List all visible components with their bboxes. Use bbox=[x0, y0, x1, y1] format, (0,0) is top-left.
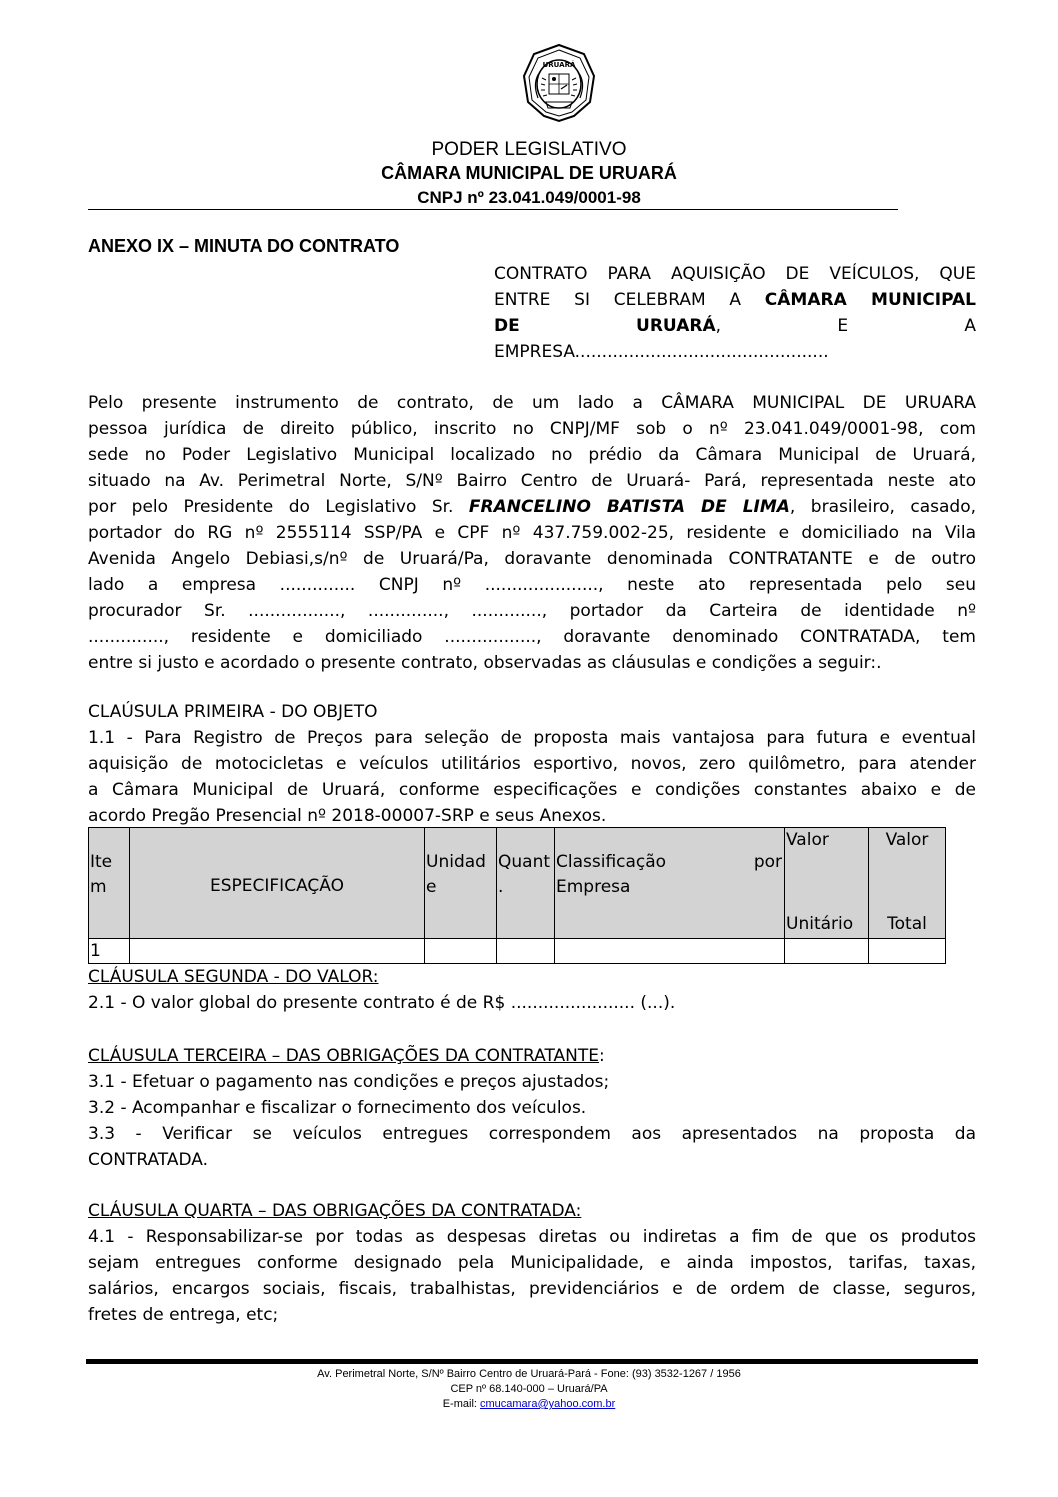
paragraph-line: fretes de entrega, etc; bbox=[88, 1305, 279, 1325]
annex-title: ANEXO IX – MINUTA DO CONTRATO bbox=[88, 236, 400, 256]
header-divider bbox=[88, 209, 898, 210]
paragraph-line: Pelo presente instrumento de contrato, de um lado a CÂMARA MUNICIPAL DE URUARA bbox=[88, 393, 976, 413]
clause-title: CLÁUSULA SEGUNDA - DO VALOR: bbox=[88, 967, 379, 987]
paragraph-line: entre si justo e acordado o presente contrato, observadas as cláusulas e condições a seguir:. bbox=[88, 653, 882, 673]
clause-title bbox=[88, 1044, 976, 1070]
ementa-text: , bbox=[715, 316, 722, 336]
paragraph-line: procurador Sr. ................., .............., ............., portador da Carteira de identidade nº bbox=[88, 601, 976, 621]
paragraph-line: salários, encargos sociais, fiscais, trabalhistas, previdenciários e de ordem de classe, seguros, bbox=[88, 1279, 976, 1299]
table-cell bbox=[785, 939, 869, 964]
paragraph-line: situado na Av. Perimetral Norte, S/Nº Bairro Centro de Uruará- Pará, representada neste ato bbox=[88, 471, 976, 491]
header-text: Classificação bbox=[556, 852, 667, 872]
header-text: Total bbox=[887, 914, 927, 934]
header-text: Empresa bbox=[556, 877, 631, 897]
ementa-bold-text: DE bbox=[494, 316, 520, 336]
header-text: ESPECIFICAÇÃO bbox=[210, 876, 344, 896]
president-name: FRANCELINO BATISTA DE LIMA bbox=[468, 497, 790, 517]
paragraph-line: sejam entregues conforme designado pela Municipalidade, e ainda impostos, tarifas, taxas, bbox=[88, 1253, 976, 1273]
paragraph-line bbox=[88, 495, 976, 521]
paragraph-line: 1.1 - Para Registro de Preços para seleção de proposta mais vantajosa para futura e eventual bbox=[88, 728, 976, 748]
clause-3 bbox=[88, 1044, 976, 1174]
ementa-line: EMPRESA............................................... bbox=[494, 342, 829, 362]
header-cell-unit-value bbox=[785, 828, 869, 939]
paragraph-line: 3.2 - Acompanhar e fiscalizar o fornecimento dos veículos. bbox=[88, 1098, 587, 1118]
footer-email-link[interactable]: cmucamara@yahoo.com.br bbox=[480, 1398, 616, 1410]
ementa-text: E bbox=[837, 316, 849, 336]
table-header-row bbox=[89, 828, 946, 939]
footer-address: Av. Perimetral Norte, S/Nº Bairro Centro de Uruará-Pará - Fone: (93) 3532-1267 / 1956 bbox=[317, 1368, 741, 1380]
paragraph-line: pessoa jurídica de direito público, inscrito no CNPJ/MF sob o nº 23.041.049/0001-98, com bbox=[88, 419, 976, 439]
paragraph-line: sede no Poder Legislativo Municipal localizado no prédio da Câmara Municipal de Uruará, bbox=[88, 445, 976, 465]
footer-divider bbox=[86, 1359, 978, 1364]
table-cell bbox=[555, 939, 785, 964]
paragraph-line: acordo Pregão Presencial nº 2018-00007-SRP e seus Anexos. bbox=[88, 806, 607, 826]
paragraph-line: CONTRATADA. bbox=[88, 1150, 209, 1170]
paragraph-line: .............., residente e domiciliado ................., doravante denominado CONTRATADA, tem bbox=[88, 627, 976, 647]
header-text: m bbox=[90, 877, 107, 897]
paragraph-line: lado a empresa .............. CNPJ nº ....................., neste ato representada pelo seu bbox=[88, 575, 976, 595]
ementa-bold-text: CÂMARA MUNICIPAL bbox=[764, 290, 976, 310]
paragraph-text: , brasileiro, casado, bbox=[789, 497, 976, 517]
contract-ementa bbox=[494, 262, 976, 366]
header-text: Valor bbox=[786, 830, 829, 850]
paragraph-line: 3.1 - Efetuar o pagamento nas condições e preços ajustados; bbox=[88, 1072, 610, 1092]
clause-2 bbox=[88, 965, 976, 1017]
clause-4 bbox=[88, 1199, 976, 1329]
header-cell-spec bbox=[130, 828, 425, 939]
ementa-text: ENTRE SI CELEBRAM A bbox=[494, 290, 765, 310]
header-cell-item bbox=[89, 828, 130, 939]
paragraph-line: portador do RG nº 2555114 SSP/PA e CPF nº 437.759.002-25, residente e domiciliado na Vila bbox=[88, 523, 976, 543]
ementa-line bbox=[494, 288, 976, 314]
header-line-camara: CÂMARA MUNICIPAL DE URUARÁ bbox=[381, 163, 677, 183]
table-cell bbox=[497, 939, 555, 964]
paragraph-text: por pelo Presidente do Legislativo Sr. bbox=[88, 497, 469, 517]
paragraph-line: a Câmara Municipal de Uruará, conforme especificações e condições constantes abaixo e de bbox=[88, 780, 976, 800]
header-cell-quantity bbox=[497, 828, 555, 939]
paragraph-line: 3.3 - Verificar se veículos entregues correspondem aos apresentados na proposta da bbox=[88, 1124, 976, 1144]
ementa-line: CONTRATO PARA AQUISIÇÃO DE VEÍCULOS, QUE bbox=[494, 264, 976, 284]
clause-title-text: CLÁUSULA TERCEIRA – DAS OBRIGAÇÕES DA CONTRATANTE bbox=[88, 1046, 600, 1066]
header-text: e bbox=[426, 877, 437, 897]
footer-email-line bbox=[0, 1398, 1058, 1410]
header-text: Unitário bbox=[786, 914, 854, 934]
paragraph-line: Avenida Angelo Debiasi,s/nº de Uruará/Pa, doravante denominada CONTRATANTE e de outro bbox=[88, 549, 976, 569]
paragraph-line: 4.1 - Responsabilizar-se por todas as despesas diretas ou indiretas a fim de que os produtos bbox=[88, 1227, 976, 1247]
ementa-text: A bbox=[964, 316, 976, 336]
header-text: por bbox=[753, 852, 782, 872]
header-cell-classification bbox=[555, 828, 785, 939]
seal-text: URUARÁ bbox=[542, 61, 576, 69]
clause-title: CLÁUSULA QUARTA – DAS OBRIGAÇÕES DA CONTRATADA: bbox=[88, 1201, 582, 1221]
municipal-seal-icon bbox=[518, 42, 600, 124]
paragraph-line: 2.1 - O valor global do presente contrato é de R$ ....................... (...). bbox=[88, 993, 676, 1013]
table-cell bbox=[130, 939, 425, 964]
header-text: Valor bbox=[885, 830, 929, 850]
header-text: Unidad bbox=[426, 852, 486, 872]
header-text: Quant bbox=[498, 852, 551, 872]
header-cell-unit bbox=[425, 828, 497, 939]
clause-title-text: : bbox=[599, 1046, 605, 1066]
ementa-bold-text: URUARÁ bbox=[636, 316, 716, 336]
table-row bbox=[89, 939, 946, 964]
table-cell bbox=[869, 939, 946, 964]
header-cell-total-value bbox=[869, 828, 946, 939]
paragraph-line: aquisição de motocicletas e veículos utilitários esportivo, novos, zero quilômetro, para atender bbox=[88, 754, 976, 774]
cell-text: 1 bbox=[90, 941, 101, 961]
header-text: . bbox=[498, 877, 504, 897]
clause-1 bbox=[88, 700, 976, 830]
header-line-poder: PODER LEGISLATIVO bbox=[431, 139, 627, 160]
header-line-cnpj: CNPJ nº 23.041.049/0001-98 bbox=[417, 188, 641, 207]
preamble-paragraph bbox=[88, 391, 976, 677]
table-cell bbox=[425, 939, 497, 964]
clause-title: CLAÚSULA PRIMEIRA - DO OBJETO bbox=[88, 702, 378, 722]
footer-cep: CEP nº 68.140-000 – Uruará/PA bbox=[450, 1383, 608, 1395]
footer-email-label: E-mail: bbox=[442, 1398, 480, 1410]
header-text: Ite bbox=[90, 852, 113, 872]
table-cell-item bbox=[89, 939, 130, 964]
ementa-line bbox=[494, 314, 976, 340]
items-table bbox=[88, 827, 946, 964]
